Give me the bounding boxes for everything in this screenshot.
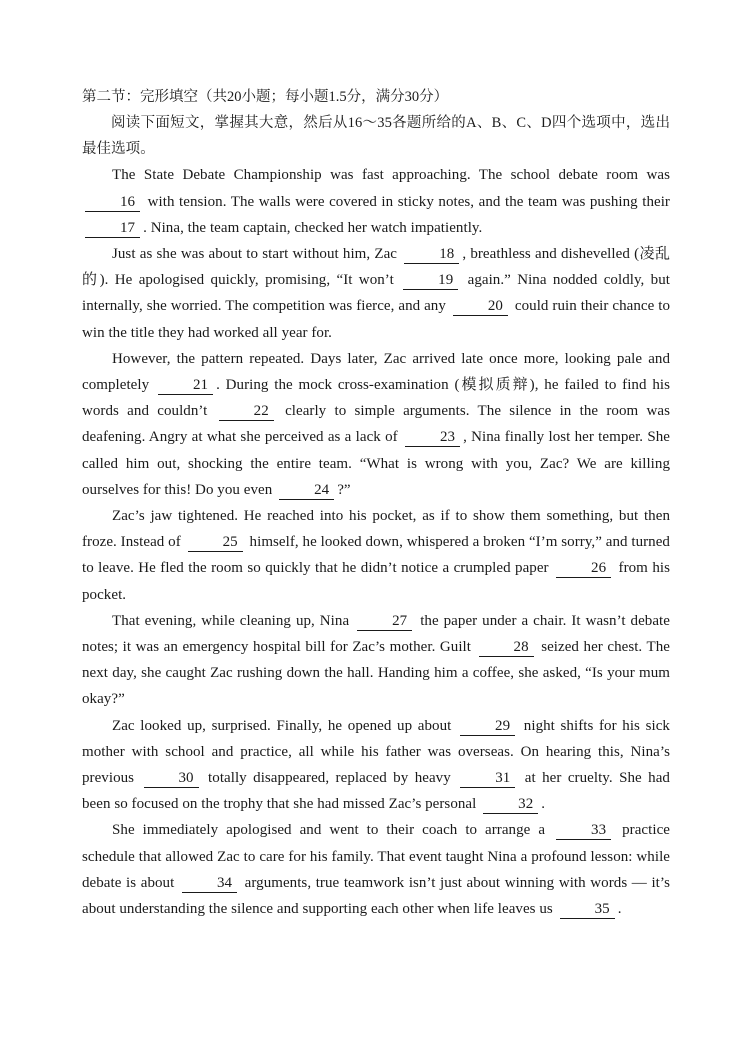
passage-text: Zac’s jaw tightened. He reached into his pocket, as if to show them something, but then froze. Instead of (82, 508, 670, 551)
passage-text: Zac looked up, surprised. Finally, he opened up about (112, 717, 452, 734)
blank-29[interactable]: 29 (460, 718, 515, 736)
passage-text: , breathless and dishevelled (凌乱的). He apologised quickly, promising, “It won’t (82, 246, 670, 289)
passage-text: ?” (337, 481, 351, 498)
blank-35[interactable]: 35 (560, 901, 615, 919)
passage-text: himself, he looked down, whispered a broken “I’m sorry,” and turned to leave. He fled the room so quickly that he didn’t notice a crumpled paper (82, 534, 670, 577)
blank-23[interactable]: 23 (405, 429, 460, 447)
blank-32[interactable]: 32 (483, 796, 538, 814)
passage-text: could ruin their chance to win the title they had worked all year for. (82, 298, 670, 341)
passage-text: However, the pattern repeated. Days later, Zac arrived late once more, looking pale and completely (82, 350, 670, 394)
passage-text: . Nina, the team captain, checked her watch impatiently. (143, 219, 483, 236)
blank-17[interactable]: 17 (85, 220, 140, 238)
passage-text: , Nina finally lost her temper. She called him out, shocking the entire team. “What is wrong with you, Zac? We are killing ourselves for this! Do you even (82, 429, 670, 498)
passage-text: . (617, 901, 622, 918)
blank-22[interactable]: 22 (219, 403, 274, 421)
passage-text: clearly to simple arguments. The silence in the room was deafening. Angry at what she perceived as a lack of (82, 403, 670, 446)
blank-31[interactable]: 31 (460, 770, 515, 788)
blank-16[interactable]: 16 (85, 194, 140, 212)
passage-text: from his pocket. (82, 560, 670, 603)
passage-text: practice schedule that allowed Zac to care for his family. That event taught Nina a profound lesson: while debate is about (82, 822, 670, 891)
instructions: 阅读下面短文，掌握其大意，然后从16～35各题所给的A、B、C、D四个选项中，选出最佳选项。 (82, 115, 670, 158)
blank-34[interactable]: 34 (182, 875, 237, 893)
passage-text: totally disappeared, replaced by heavy (208, 770, 451, 787)
passage-text: She immediately apologised and went to their coach to arrange a (112, 822, 546, 839)
passage-text: . (541, 796, 546, 813)
passage-paragraph (82, 346, 670, 503)
section-title: 第二节：完形填空（共20小题；每小题1.5分，满分30分） (82, 89, 449, 105)
passage-text: seized her chest. The next day, she caught Zac rushing down the hall. Handing him a coffee, she asked, “Is your mum okay?” (82, 639, 670, 708)
blank-18[interactable]: 18 (404, 246, 459, 264)
passage-text: the paper under a chair. It wasn’t debate notes; it was an emergency hospital bill for Zac’s mother. Guilt (82, 612, 670, 656)
passage-text: . During the mock cross-examination (模拟质辩), he failed to find his words and couldn’t (82, 377, 670, 420)
passage-text: That evening, while cleaning up, Nina (112, 612, 350, 629)
blank-19[interactable]: 19 (403, 272, 458, 290)
passage-text: with tension. The walls were covered in sticky notes, and the team was pushing their (147, 193, 670, 210)
passage-text: night shifts for his sick mother with school and practice, all while his father was overseas. On hearing this, Nina’s previous (82, 717, 670, 787)
cloze-passage (82, 162, 670, 922)
blank-27[interactable]: 27 (357, 613, 412, 631)
passage-text: at her cruelty. She had been so focused on the trophy that she had missed Zac’s personal (82, 770, 670, 813)
blank-21[interactable]: 21 (158, 377, 213, 395)
blank-25[interactable]: 25 (188, 534, 243, 552)
passage-text: again.” Nina nodded coldly, but internally, she worried. The competition was fierce, and any (82, 272, 670, 315)
passage-paragraph (82, 503, 670, 608)
passage-paragraph (82, 817, 670, 922)
passage-paragraph (82, 162, 670, 241)
passage-paragraph (82, 608, 670, 713)
blank-26[interactable]: 26 (556, 560, 611, 578)
passage-text: arguments, true teamwork isn’t just about winning with words — it’s about understanding the silence and supporting each other when life leaves us (82, 874, 670, 918)
blank-20[interactable]: 20 (453, 298, 508, 316)
blank-33[interactable]: 33 (556, 822, 611, 840)
passage-paragraph (82, 241, 670, 346)
passage-text: The State Debate Championship was fast approaching. The school debate room was (112, 167, 670, 184)
passage-text: Just as she was about to start without him, Zac (112, 246, 398, 263)
blank-30[interactable]: 30 (144, 770, 199, 788)
blank-24[interactable]: 24 (279, 482, 334, 500)
passage-paragraph (82, 713, 670, 818)
blank-28[interactable]: 28 (479, 639, 534, 657)
